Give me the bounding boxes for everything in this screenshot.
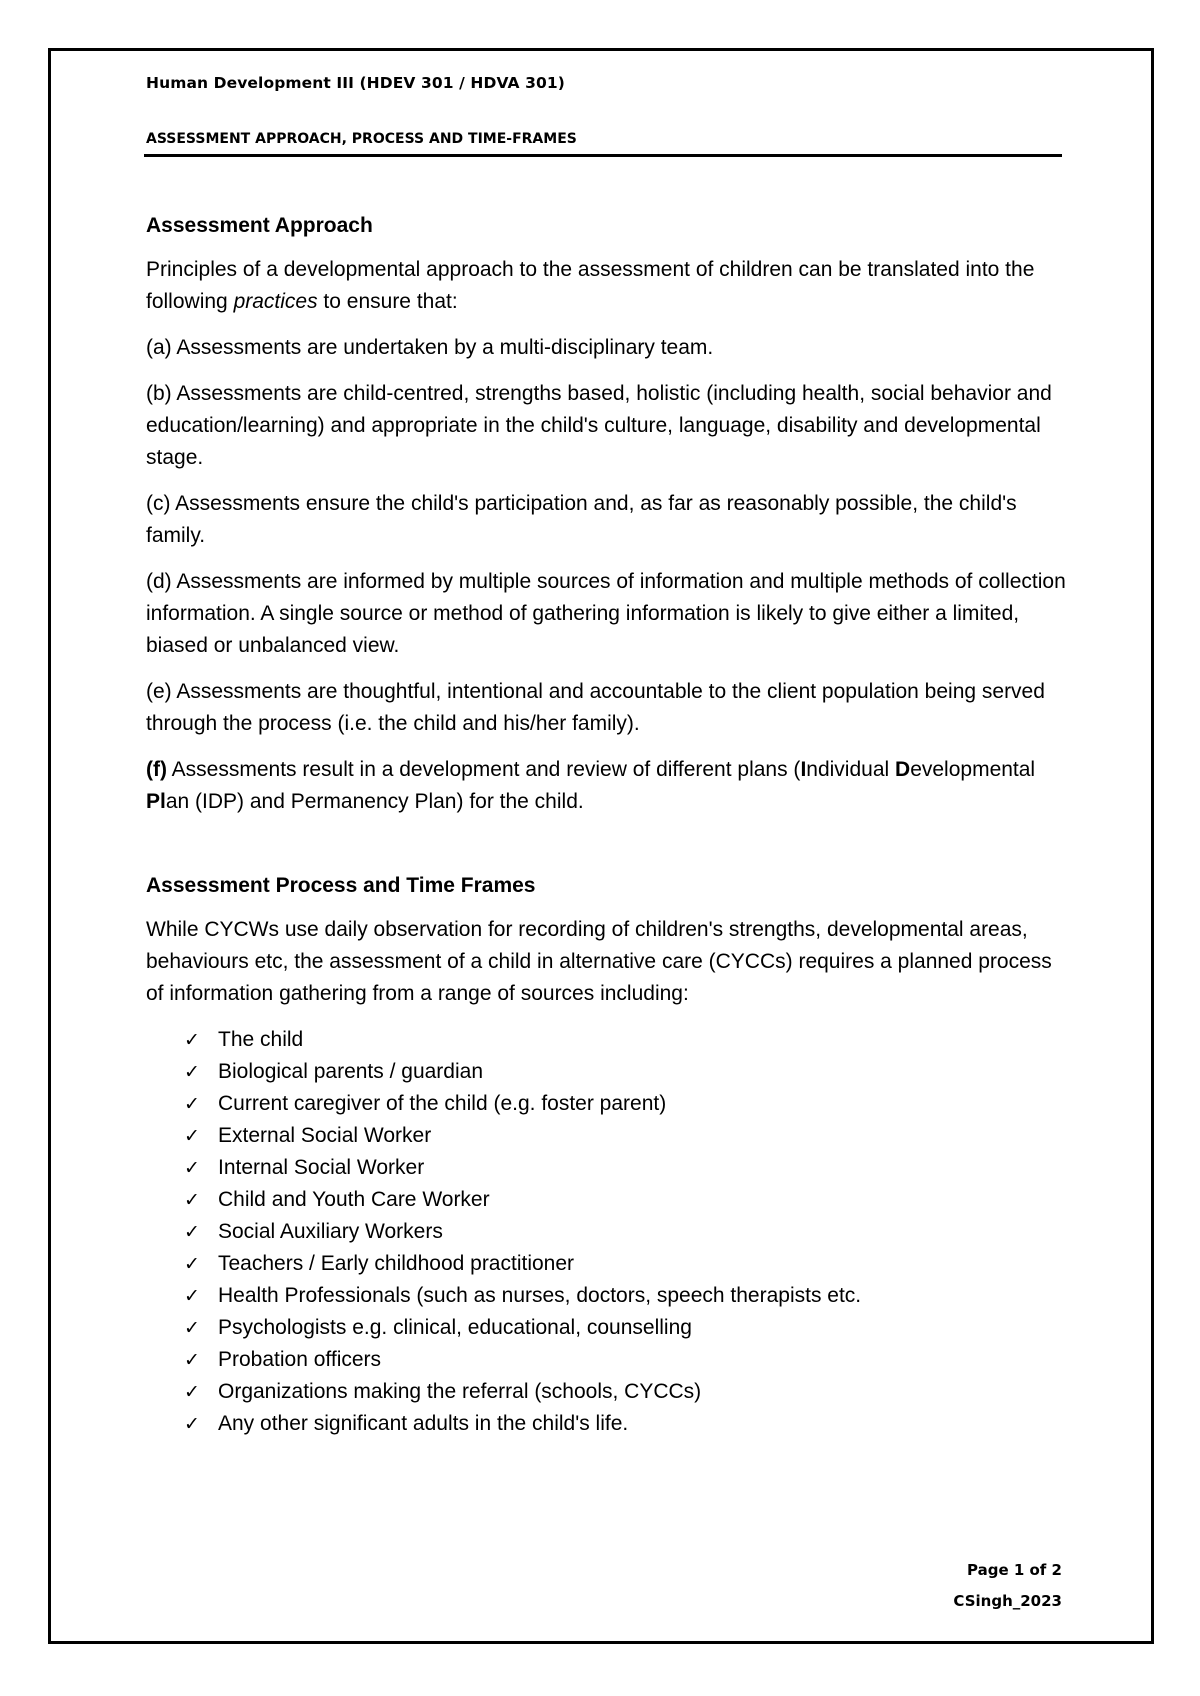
item-f-text: Assessments result in a development and review of different plans ( bbox=[166, 758, 801, 781]
item-f-text-p: an (IDP) and Permanency Plan) for the child. bbox=[165, 790, 584, 813]
approach-intro-end: to ensure that: bbox=[317, 290, 458, 313]
item-f-text-d: evelopmental bbox=[910, 758, 1036, 781]
checkmark-icon: ✓ bbox=[184, 1317, 200, 1339]
source-label: Current caregiver of the child (e.g. foster parent) bbox=[218, 1092, 667, 1115]
source-label: The child bbox=[218, 1028, 304, 1051]
item-f-text-i: ndividual bbox=[806, 758, 896, 781]
practice-item-e: (e) Assessments are thoughtful, intentional and accountable to the client population being served through the process (i.e. the child and his/her family). bbox=[146, 680, 1045, 735]
source-label: Teachers / Early childhood practitioner bbox=[218, 1252, 575, 1275]
section-spacer bbox=[146, 832, 1066, 870]
checkmark-icon: ✓ bbox=[184, 1221, 200, 1243]
source-label: Probation officers bbox=[218, 1348, 382, 1371]
practice-item-b: (b) Assessments are child-centred, strengths based, holistic (including health, social behavior and education/learning) and appropriate in the child's culture, language, disability and developmental stage. bbox=[146, 382, 1052, 469]
practice-item-d: (d) Assessments are informed by multiple sources of information and multiple methods of collection information. A single source or method of gathering information is likely to give either a limited, biased or unbalanced view. bbox=[146, 570, 1066, 657]
source-label: External Social Worker bbox=[218, 1124, 432, 1147]
checkmark-icon: ✓ bbox=[184, 1349, 200, 1371]
list-item bbox=[146, 1376, 1066, 1408]
list-item bbox=[146, 1184, 1066, 1216]
list-item bbox=[146, 1344, 1066, 1376]
document-topic: ASSESSMENT APPROACH, PROCESS AND TIME-FRAMES bbox=[146, 131, 577, 147]
checkmark-icon: ✓ bbox=[184, 1381, 200, 1403]
process-intro: While CYCWs use daily observation for recording of children's strengths, developmental areas, behaviours etc, the assessment of a child in alternative care (CYCCs) requires a planned process of information gathering from a range of sources including: bbox=[146, 918, 1052, 1005]
item-f-bold-d: D bbox=[895, 758, 911, 781]
source-label: Health Professionals (such as nurses, doctors, speech therapists etc. bbox=[218, 1284, 862, 1307]
approach-intro-emphasis: practices bbox=[233, 290, 318, 313]
list-item bbox=[146, 1408, 1066, 1440]
checkmark-icon: ✓ bbox=[184, 1253, 200, 1275]
checkmark-icon: ✓ bbox=[184, 1061, 200, 1083]
item-f-bold-i: I bbox=[800, 758, 807, 781]
source-label: Organizations making the referral (schools, CYCCs) bbox=[218, 1380, 702, 1403]
checkmark-icon: ✓ bbox=[184, 1093, 200, 1115]
source-label: Child and Youth Care Worker bbox=[218, 1188, 490, 1211]
item-f-bold-p: Pl bbox=[146, 790, 166, 813]
author-credit: CSingh_2023 bbox=[953, 1592, 1062, 1610]
checkmark-icon: ✓ bbox=[184, 1157, 200, 1179]
approach-intro bbox=[146, 254, 1066, 318]
section-heading-process: Assessment Process and Time Frames bbox=[146, 874, 536, 897]
checkmark-icon: ✓ bbox=[184, 1029, 200, 1051]
main-content bbox=[146, 210, 1066, 1440]
sources-list bbox=[146, 1024, 1066, 1440]
practice-item-f bbox=[146, 754, 1066, 818]
list-item bbox=[146, 1248, 1066, 1280]
practice-item-c: (c) Assessments ensure the child's participation and, as far as reasonably possible, the child's family. bbox=[146, 492, 1017, 547]
practice-item-a: (a) Assessments are undertaken by a multi-disciplinary team. bbox=[146, 336, 714, 359]
list-item bbox=[146, 1312, 1066, 1344]
page-number: Page 1 of 2 bbox=[967, 1561, 1062, 1579]
course-title: Human Development III (HDEV 301 / HDVA 301) bbox=[146, 74, 565, 92]
section-heading-assessment-approach: Assessment Approach bbox=[146, 214, 373, 237]
source-label: Biological parents / guardian bbox=[218, 1060, 484, 1083]
source-label: Internal Social Worker bbox=[218, 1156, 425, 1179]
checkmark-icon: ✓ bbox=[184, 1413, 200, 1435]
list-item bbox=[146, 1216, 1066, 1248]
list-item bbox=[146, 1280, 1066, 1312]
checkmark-icon: ✓ bbox=[184, 1125, 200, 1147]
list-item bbox=[146, 1024, 1066, 1056]
checkmark-icon: ✓ bbox=[184, 1189, 200, 1211]
header-divider bbox=[144, 154, 1062, 157]
approach-intro-text: Principles of a developmental approach to the assessment of children can be translated into the following bbox=[146, 258, 1035, 313]
item-f-label: (f) bbox=[146, 758, 167, 781]
checkmark-icon: ✓ bbox=[184, 1285, 200, 1307]
source-label: Social Auxiliary Workers bbox=[218, 1220, 443, 1243]
source-label: Any other significant adults in the child's life. bbox=[218, 1412, 629, 1435]
list-item bbox=[146, 1056, 1066, 1088]
page-footer bbox=[953, 1555, 1062, 1617]
list-item bbox=[146, 1152, 1066, 1184]
list-item bbox=[146, 1088, 1066, 1120]
list-item bbox=[146, 1120, 1066, 1152]
source-label: Psychologists e.g. clinical, educational, counselling bbox=[218, 1316, 692, 1339]
